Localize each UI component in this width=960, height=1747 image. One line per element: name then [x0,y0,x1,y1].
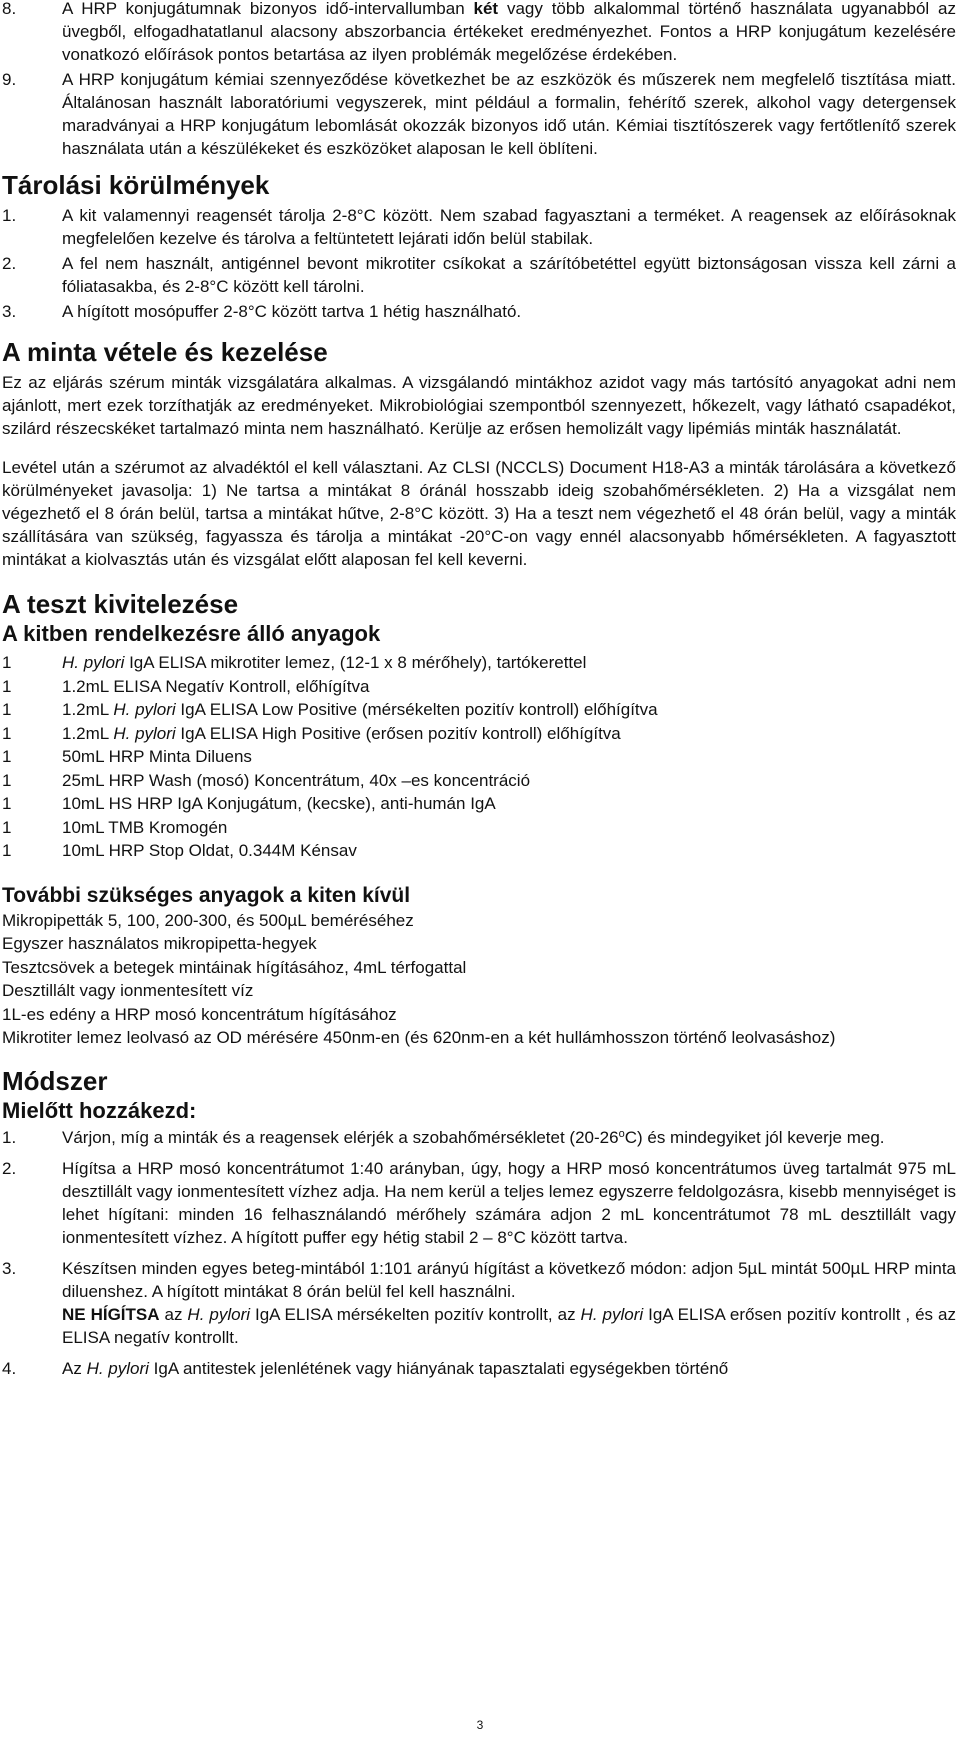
item-number: 8. [2,0,17,18]
kit-item [2,722,956,746]
list-item: Egyszer használatos mikropipetta-hegyek [2,934,317,953]
subsection-heading-kit: A kitben rendelkezésre álló anyagok [2,621,381,646]
kit-item [2,792,956,816]
step-text: Hígítsa a HRP mosó koncentrátumot 1:40 arányban, úgy, hogy a HRP mosó koncentrátumos üveg tartalmát 975 mL desztillált vagy ionmentesített vízhez adja. Ha nem kerül a teljes lemez egyszerre feldolgozásra, kisebb mennyiséget is lehet hígítani: minden 16 felhasználandó mérőhely számára adjon 2 mL koncentrátumot 78 mL desztillált vagy ionmentesített vízhez. A hígított puffer egy hétig stabil 2 – 8°C között tartva. [62,1158,956,1247]
item-number: 2. [2,254,17,273]
list-item [2,68,956,160]
item-text: A fel nem használt, antigénnel bevont mikrotiter csíkokat a szárítóbetéttel együtt biztonságosan vissza kell zárni a fóliatasakba, és 2-8°C között kell tárolni. [62,254,956,296]
kit-qty: 1 [2,676,12,696]
method-step [2,1157,956,1249]
section-heading-method: Módszer [2,1065,108,1096]
list-item: Mikropipetták 5, 100, 200-300, és 500µL beméréséhez [2,910,414,930]
item-number: 1. [2,206,17,225]
kit-desc: H. pylori IgA ELISA mikrotiter lemez, (12-1 x 8 mérőhely), tartókerettel [62,653,587,672]
kit-qty: 1 [2,747,12,766]
list-item [2,300,956,323]
item-text: A hígított mosópuffer 2-8°C között tartva 1 hétig használható. [62,302,522,321]
list-item: Desztillált vagy ionmentesített víz [2,981,254,1000]
list-item: 1L-es edény a HRP mosó koncentrátum hígításához [2,1004,397,1024]
section-heading-test: A teszt kivitelezése [2,589,239,619]
item-number: 3. [2,302,17,321]
list-item [2,0,956,66]
subsection-heading-extra: További szükséges anyagok a kiten kívül [2,883,411,907]
page-number: 3 [476,1718,484,1732]
step-number: 3. [2,1258,17,1278]
item-number: 9. [2,70,17,89]
item-text: A HRP konjugátum kémiai szennyeződése következhet be az eszközök és műszerek nem megfelelő tisztítása miatt. Általánosan használt laboratóriumi vegyszerek, mint például a formalin, fehérítő szerek, alkohol vagy detergensek maradványai a HRP konjugátum lebomlását okozzák bizonyos idő után. Kémiai tisztítószerek vagy fertőtlenítő szerek használata után a készülékeket és eszközöket alaposan le kell öblíteni. [62,70,956,158]
list-item: Mikrotiter lemez leolvasó az OD mérésére 450nm-en (és 620nm-en a két hullámhosszon történő leolvasáshoz) [2,1028,836,1047]
step-text: Várjon, míg a minták és a reagensek elérjék a szobahőmérsékletet (20-26$^o$C) és mindegyiket jól keverje meg. [62,1127,885,1147]
paragraph: Ez az eljárás szérum minták vizsgálatára alkalmas. A vizsgálandó mintákhoz azidot vagy más tartósító anyagokat adni nem ajánlott, mert ezek torzíthatják az eredményeket. Mikrobiológiai szempontból szennyezett, hőkezelt, vagy látható csapadékot, szilárd részecskéket tartalmazó minta nem használható. Kerülje az erősen hemolizált vagy lipémiás minták használatát. [2,373,956,438]
section-heading-storage: Tárolási körülmények [2,170,270,200]
kit-item [2,698,956,722]
kit-item [2,651,956,675]
kit-item [2,769,956,793]
kit-qty: 1 [2,794,12,813]
kit-item [2,839,956,863]
kit-item [2,745,956,769]
kit-desc: 25mL HRP Wash (mosó) Koncentrátum, 40x –es koncentráció [62,770,531,790]
subsection-heading-before: Mielőtt hozzákezd: [2,1097,197,1123]
kit-desc: 50mL HRP Minta Diluens [62,747,252,766]
step-text: Az H. pylori IgA antitestek jelenlétének vagy hiányának tapasztalati egységekben történő [62,1358,729,1378]
list-item [2,204,956,250]
section-heading-sample: A minta vétele és kezelése [2,337,328,367]
kit-list [2,651,956,863]
method-step [2,1257,956,1349]
method-step [2,1126,956,1149]
kit-qty: 1 [2,841,12,860]
list-item [2,252,956,298]
step-number: 2. [2,1158,17,1178]
item-text: A kit valamennyi reagensét tárolja 2-8°C között. Nem szabad fagyasztani a terméket. A reagensek az előírásoknak megfelelően kezelve és tárolva a feltüntetett lejárati időn belül stabilak. [62,206,956,248]
extra-materials-list [2,909,956,1050]
kit-qty: 1 [2,817,12,837]
kit-qty: 1 [2,723,12,743]
step-text: Készítsen minden egyes beteg-mintából 1:101 arányú hígítást a következő módon: adjon 5µL mintát 500µL HRP minta diluenshez. A hígított mintákat 8 órán belül fel kell használni. NE HÍGÍTSA az H. pylori IgA ELISA mérsékelten pozitív kontrollt, az H. pylori IgA ELISA erősen pozitív kontrollt , és az ELISA negatív kontrollt. [62,1258,956,1347]
list-item: Tesztcsövek a betegek mintáinak hígításához, 4mL térfogattal [2,957,467,977]
kit-qty: 1 [2,770,12,790]
kit-item [2,675,956,699]
kit-qty: 1 [2,653,12,672]
kit-desc: 10mL HS HRP IgA Konjugátum, (kecske), anti-humán IgA [62,794,496,813]
kit-desc: 10mL HRP Stop Oldat, 0.344M Kénsav [62,841,357,860]
method-step [2,1357,956,1380]
kit-desc: 10mL TMB Kromogén [62,817,228,837]
kit-desc: 1.2mL ELISA Negatív Kontroll, előhígítva [62,676,370,696]
step-number: 4. [2,1358,17,1378]
paragraph: Levétel után a szérumot az alvadéktól el kell választani. Az CLSI (NCCLS) Document H18-A3 a minták tárolására a következő körülményeket javasolja: 1) Ne tartsa a mintákat 8 óránál hosszabb ideig szobahőmérsékleten. 2) Ha a vizsgálat nem végezhető el 8 órán belül, tartsa a mintákat hűtve, 2-8°C között. 3) Ha a teszt nem végezhető el 48 órán belül, vagy a minták szállítására van szükség, fagyassza és tárolja a mintákat -20°C-on vagy ennél alacsonyabb hőmérsékleten. A fagyasztott mintákat a kiolvasztás után és vizsgálat előtt alaposan fel kell keverni. [2,458,956,569]
step-number: 1. [2,1127,17,1147]
item-text: A HRP konjugátumnak bizonyos idő-intervallumban két vagy több alkalommal történő használata ugyanabból az üvegből, elfogadhatatlanul alacsony abszorbancia értékeket eredményezhet. Fontos a HRP konjugátum kezelésére vonatkozó előírások pontos betartása az ilyen problémák megelőzése érdekében. [62,0,956,64]
kit-desc: 1.2mL H. pylori IgA ELISA Low Positive (mérsékelten pozitív kontroll) előhígítva [62,700,658,719]
kit-item [2,816,956,840]
kit-qty: 1 [2,700,12,719]
kit-desc: 1.2mL H. pylori IgA ELISA High Positive (erősen pozitív kontroll) előhígítva [62,723,621,743]
